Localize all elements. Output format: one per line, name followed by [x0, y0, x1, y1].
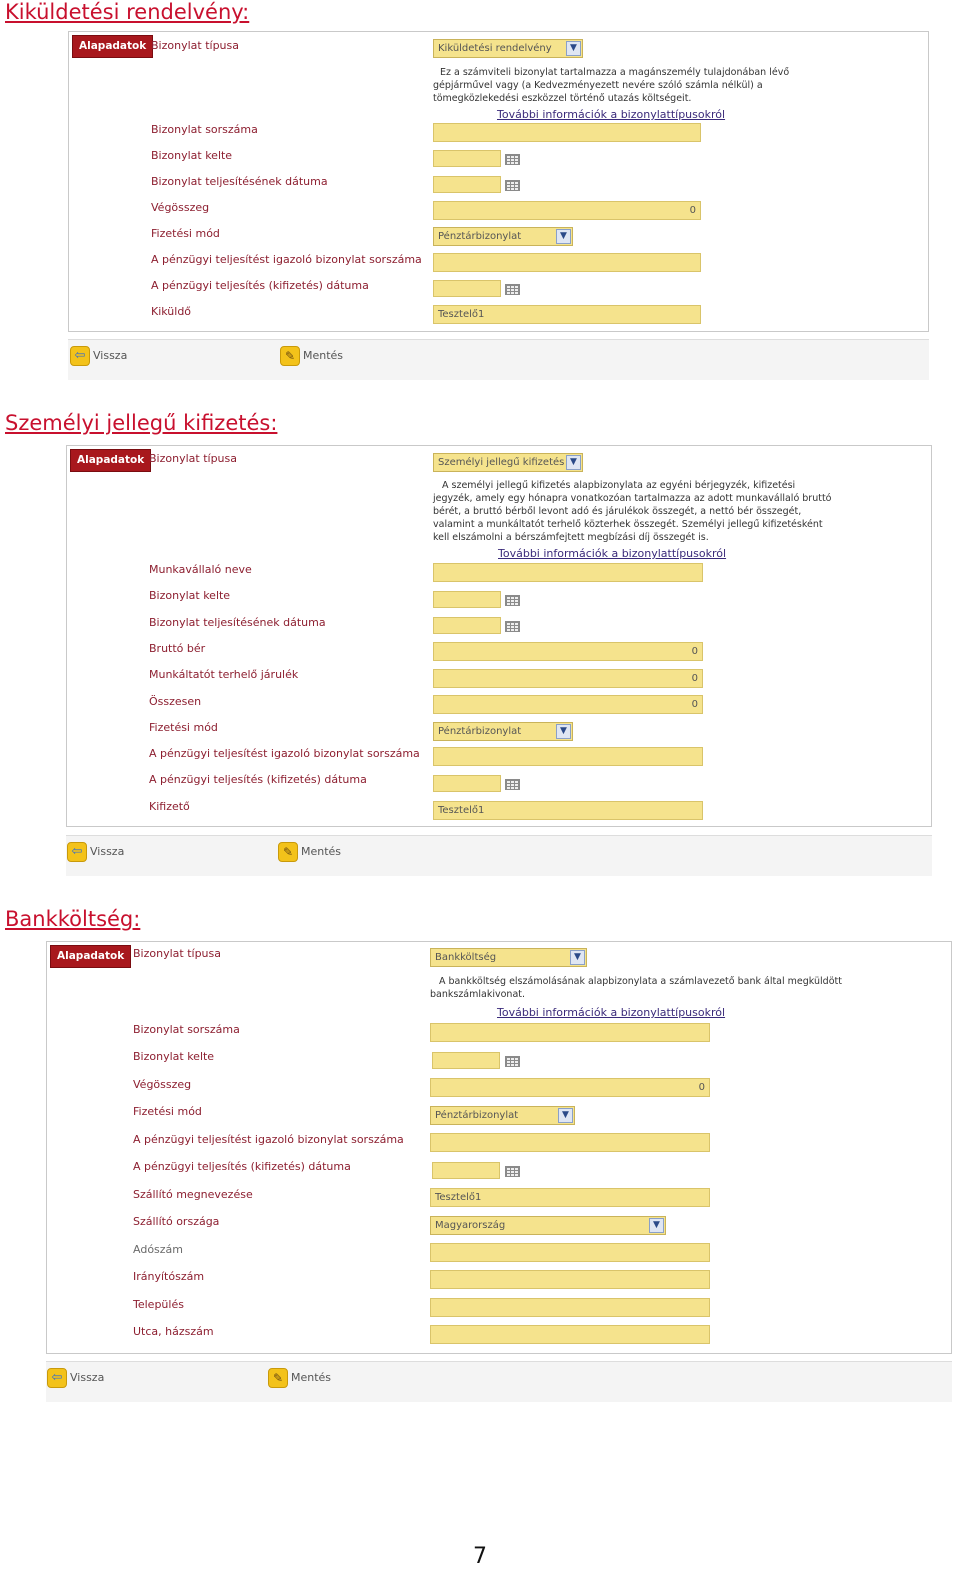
chevron-down-icon: ▼ — [570, 950, 585, 965]
chevron-down-icon: ▼ — [566, 41, 581, 56]
field-label: Szállító országa — [133, 1215, 220, 1228]
type-label: Bizonylat típusa — [133, 947, 221, 960]
field-input[interactable] — [433, 747, 703, 766]
field-label: Bizonylat kelte — [151, 149, 233, 162]
field-label: A pénzügyi teljesítést igazoló bizonylat sorszáma — [133, 1133, 404, 1146]
country-select[interactable]: Magyarország ▼ — [430, 1216, 666, 1235]
tab-alapadatok[interactable]: Alapadatok — [72, 35, 153, 58]
field-label: Irányítószám — [133, 1270, 205, 1283]
field-label: Bizonylat kelte — [149, 589, 231, 602]
field-label: Végösszeg — [151, 201, 210, 214]
date-input[interactable] — [433, 176, 501, 193]
field-label: Munkáltatót terhelő járulék — [149, 668, 299, 681]
action-bar — [46, 1361, 952, 1402]
chevron-down-icon: ▼ — [556, 229, 571, 244]
chevron-down-icon: ▼ — [566, 455, 581, 470]
action-bar — [68, 339, 929, 380]
amount-input[interactable]: 0 — [433, 642, 703, 661]
chevron-down-icon: ▼ — [649, 1218, 664, 1233]
field-input[interactable] — [433, 123, 701, 142]
field-label: Bizonylat kelte — [133, 1050, 215, 1063]
field-input[interactable] — [430, 1243, 710, 1262]
save-button[interactable]: ✎ Mentés — [278, 840, 341, 864]
type-select[interactable]: Kiküldetési rendelvény ▼ — [433, 39, 583, 58]
calendar-icon[interactable] — [505, 154, 520, 165]
field-label: Fizetési mód — [151, 227, 220, 240]
field-input[interactable] — [430, 1270, 710, 1289]
type-label: Bizonylat típusa — [149, 452, 237, 465]
field-label: A pénzügyi teljesítést igazoló bizonylat sorszáma — [151, 253, 422, 266]
calendar-icon[interactable] — [505, 1166, 520, 1177]
arrow-left-icon: ⇦ — [70, 346, 90, 366]
form-bankkoltseg — [46, 941, 952, 1354]
date-input[interactable] — [432, 1052, 500, 1069]
field-input[interactable] — [433, 253, 701, 272]
info-link[interactable]: További információk a bizonylattípusokról — [497, 1006, 726, 1019]
page-number: 7 — [473, 1544, 487, 1569]
chevron-down-icon: ▼ — [556, 724, 571, 739]
calendar-icon[interactable] — [505, 284, 520, 295]
field-label: A pénzügyi teljesítés (kifizetés) dátuma — [151, 279, 369, 292]
amount-input[interactable]: 0 — [433, 695, 703, 714]
action-bar — [66, 835, 932, 876]
back-button[interactable]: ⇦ Vissza — [70, 344, 127, 368]
payment-select[interactable]: Pénztárbizonylat ▼ — [433, 722, 573, 741]
field-label: Kiküldő — [151, 305, 192, 318]
chevron-down-icon: ▼ — [558, 1108, 573, 1123]
amount-input[interactable]: 0 — [430, 1078, 710, 1097]
field-label: A pénzügyi teljesítés (kifizetés) dátuma — [133, 1160, 351, 1173]
field-label: Bizonylat sorszáma — [133, 1023, 240, 1036]
date-input[interactable] — [433, 591, 501, 608]
field-label: Utca, házszám — [133, 1325, 214, 1338]
pencil-icon: ✎ — [280, 346, 300, 366]
field-input[interactable] — [430, 1325, 710, 1344]
field-label: Fizetési mód — [149, 721, 218, 734]
field-label: Munkavállaló neve — [149, 563, 252, 576]
arrow-left-icon: ⇦ — [47, 1368, 67, 1388]
field-label: Összesen — [149, 695, 202, 708]
field-input[interactable]: Tesztelő1 — [433, 305, 701, 324]
amount-input[interactable]: 0 — [433, 669, 703, 688]
type-label: Bizonylat típusa — [151, 39, 239, 52]
field-input[interactable]: Tesztelő1 — [430, 1188, 710, 1207]
field-label: Szállító megnevezése — [133, 1188, 253, 1201]
field-label: A pénzügyi teljesítést igazoló bizonylat sorszáma — [149, 747, 420, 760]
calendar-icon[interactable] — [505, 779, 520, 790]
type-description: A személyi jellegű kifizetés alapbizonylata az egyéni bérjegyzék, kifizetési jegyzék, amely egy hónapra vonatkozóan tartalmazza az adott munkavállaló bruttó bérét, a bruttó bérből levont adó és járulékok összegét, a nettó bér összegét, valamint a munkáltatót terhelő közterhek összegét. Személyi jellegű kifizetésként kell elszámolni a bérszámfejtett megbízási díj összegét is. — [433, 480, 832, 543]
arrow-left-icon: ⇦ — [67, 842, 87, 862]
back-button[interactable]: ⇦ Vissza — [47, 1366, 104, 1390]
field-label: Bizonylat teljesítésének dátuma — [149, 616, 326, 629]
calendar-icon[interactable] — [505, 1056, 520, 1067]
type-select[interactable]: Bankköltség ▼ — [430, 948, 587, 967]
calendar-icon[interactable] — [505, 621, 520, 632]
type-description: A bankköltség elszámolásának alapbizonylata a számlavezető bank által megküldött bankszámlakivonat. — [430, 976, 842, 1000]
type-description: Ez a számviteli bizonylat tartalmazza a magánszemély tulajdonában lévő gépjárművel vagy (a Kedvezményezett nevére szóló számla nélkül) a tömegközlekedési eszközzel történő utazás költségeit. — [433, 67, 790, 104]
date-input[interactable] — [433, 617, 501, 634]
section-heading-kikuldetesi: Kiküldetési rendelvény: — [5, 0, 250, 24]
date-input[interactable] — [432, 1162, 500, 1179]
field-label: Település — [133, 1298, 184, 1311]
tab-alapadatok[interactable]: Alapadatok — [70, 449, 151, 472]
date-input[interactable] — [433, 775, 501, 792]
amount-input[interactable]: 0 — [433, 201, 701, 220]
info-link[interactable]: További információk a bizonylattípusokról — [497, 108, 726, 121]
calendar-icon[interactable] — [505, 595, 520, 606]
section-heading-bankkoltseg: Bankköltség: — [5, 907, 141, 931]
pencil-icon: ✎ — [278, 842, 298, 862]
save-button[interactable]: ✎ Mentés — [268, 1366, 331, 1390]
field-input[interactable] — [430, 1133, 710, 1152]
tab-alapadatok[interactable]: Alapadatok — [50, 945, 131, 968]
field-label: Kifizető — [149, 800, 190, 813]
date-input[interactable] — [433, 280, 501, 297]
pencil-icon: ✎ — [268, 1368, 288, 1388]
form-kikuldetesi — [68, 31, 929, 332]
field-label: Bizonylat teljesítésének dátuma — [151, 175, 328, 188]
field-label: A pénzügyi teljesítés (kifizetés) dátuma — [149, 773, 367, 786]
info-link[interactable]: További információk a bizonylattípusokról — [498, 547, 727, 560]
calendar-icon[interactable] — [505, 180, 520, 191]
field-label: Végösszeg — [133, 1078, 192, 1091]
field-input[interactable] — [430, 1298, 710, 1317]
payment-select[interactable]: Pénztárbizonylat ▼ — [430, 1106, 575, 1125]
type-select[interactable]: Személyi jellegű kifizetés ▼ — [433, 453, 583, 472]
field-label: Fizetési mód — [133, 1105, 202, 1118]
field-label: Bruttó bér — [149, 642, 206, 655]
payment-select[interactable]: Pénztárbizonylat ▼ — [433, 227, 573, 246]
save-button[interactable]: ✎ Mentés — [280, 344, 343, 368]
section-heading-szemelyi: Személyi jellegű kifizetés: — [5, 411, 278, 435]
field-input[interactable] — [430, 1023, 710, 1042]
date-input[interactable] — [433, 150, 501, 167]
back-button[interactable]: ⇦ Vissza — [67, 840, 124, 864]
field-label: Bizonylat sorszáma — [151, 123, 258, 136]
field-input[interactable]: Tesztelő1 — [433, 801, 703, 820]
field-label: Adószám — [133, 1243, 184, 1256]
field-input[interactable] — [433, 563, 703, 582]
form-szemelyi — [66, 445, 932, 827]
